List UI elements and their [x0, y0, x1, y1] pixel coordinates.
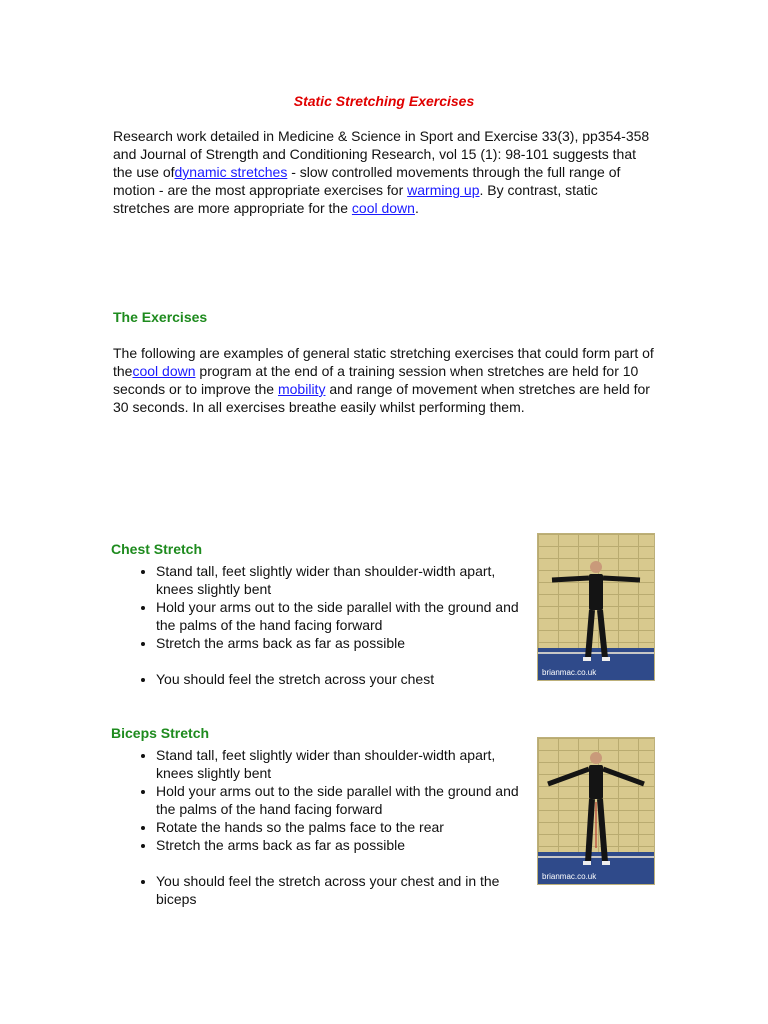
biceps-stretch-list [112, 746, 536, 908]
intro-text-2: - slow controlled movements through the full range of motion - are the most appropriate exercises for [113, 164, 621, 198]
warming-up-link[interactable]: warming up [407, 182, 480, 198]
chest-stretch-list [112, 562, 536, 688]
cool-down-link[interactable]: cool down [351, 200, 415, 216]
person-figure-icon [538, 534, 654, 680]
list-item: • Stretch the arms back as far as possible [156, 836, 536, 854]
intro-paragraph [113, 127, 658, 217]
chest-stretch-photo [537, 533, 655, 681]
dynamic-stretches-link[interactable]: dynamic stretches [174, 164, 288, 180]
list-item: • Stand tall, feet slightly wider than shoulder-width apart, knees slightly bent [156, 746, 536, 782]
biceps-stretch-heading: Biceps Stretch [111, 725, 210, 741]
exercises-heading: The Exercises [113, 309, 208, 325]
biceps-stretch-photo [537, 737, 655, 885]
mobility-link[interactable]: mobility [277, 381, 326, 397]
list-item: • Stretch the arms back as far as possible [156, 634, 536, 652]
photo-caption: brianmac.co.uk [542, 872, 597, 881]
exercises-text-3: and range of movement when stretches are held for 30 seconds. In all exercises breathe easily whilst performing them. [113, 381, 650, 415]
cool-down-link-2[interactable]: cool down [132, 363, 196, 379]
page-title: Static Stretching Exercises [293, 93, 475, 109]
exercises-text-2: program at the end of a training session when stretches are held for 10 seconds or to improve the [113, 363, 639, 397]
exercises-paragraph [113, 344, 658, 416]
person-figure-icon [538, 738, 654, 884]
list-item: • Rotate the hands so the palms face to the rear [156, 818, 536, 836]
list-item: • Stand tall, feet slightly wider than shoulder-width apart, knees slightly bent [156, 562, 536, 598]
list-item: • You should feel the stretch across your chest and in the biceps [156, 872, 536, 908]
list-item: • Hold your arms out to the side parallel with the ground and the palms of the hand facing forward [156, 782, 536, 818]
exercises-text-1: The following are examples of general static stretching exercises that could form part of the [113, 345, 654, 379]
list-item: • Hold your arms out to the side parallel with the ground and the palms of the hand facing forward [156, 598, 536, 634]
intro-text-3: . By contrast, static stretches are more appropriate for the [113, 182, 598, 216]
list-item: • You should feel the stretch across your chest [156, 670, 536, 688]
intro-text-1: Research work detailed in Medicine & Science in Sport and Exercise 33(3), pp354-358 and Journal of Strength and Conditioning Research, vol 15 (1): 98-101 suggests that the use of [113, 128, 650, 180]
chest-stretch-heading: Chest Stretch [111, 541, 203, 557]
intro-text-4: . [414, 200, 419, 216]
photo-caption: brianmac.co.uk [542, 668, 597, 677]
